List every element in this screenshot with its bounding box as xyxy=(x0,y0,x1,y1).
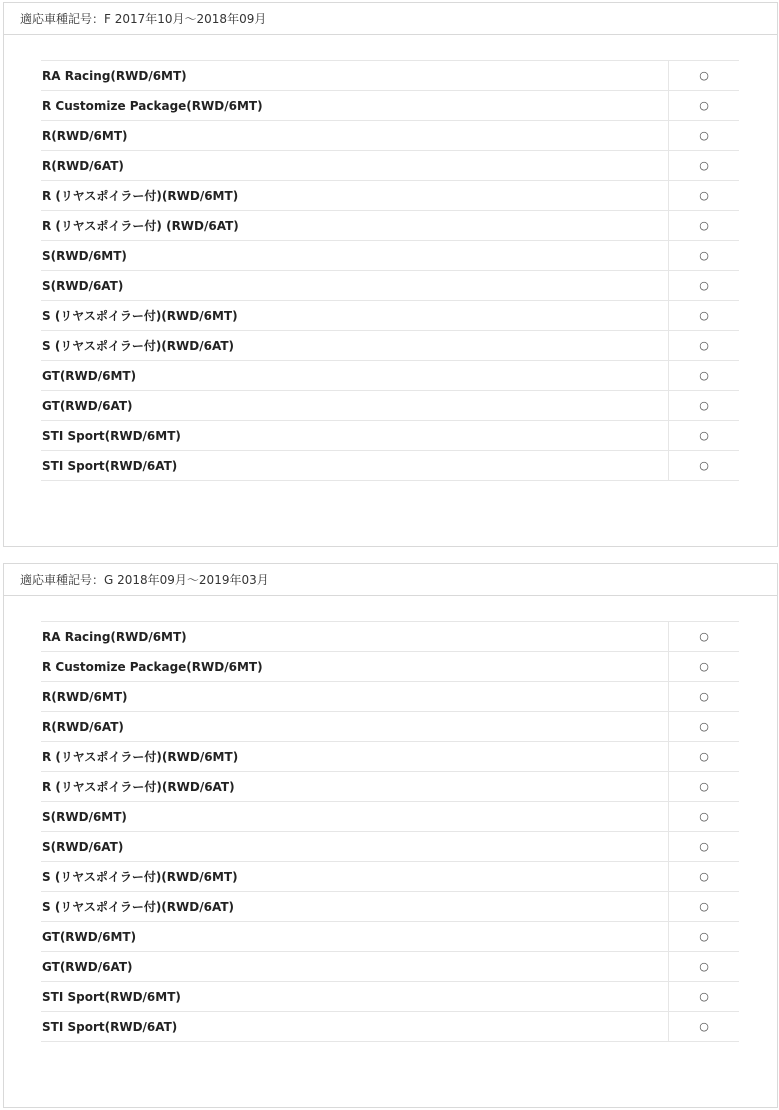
compatibility-mark: ○ xyxy=(669,301,739,331)
table-row xyxy=(41,622,739,652)
compatibility-panel-f xyxy=(3,2,778,547)
grade-name: GT(RWD/6AT) xyxy=(41,952,669,982)
table-row xyxy=(41,952,739,982)
compatibility-mark: ○ xyxy=(669,91,739,121)
table-row xyxy=(41,682,739,712)
compatibility-mark: ○ xyxy=(669,361,739,391)
compatibility-mark: ○ xyxy=(669,151,739,181)
table-row xyxy=(41,922,739,952)
grade-name: R (リヤスポイラー付)(RWD/6AT) xyxy=(41,772,669,802)
compatibility-mark: ○ xyxy=(669,742,739,772)
compatibility-mark: ○ xyxy=(669,892,739,922)
grade-name: STI Sport(RWD/6MT) xyxy=(41,421,669,451)
table-row xyxy=(41,832,739,862)
grade-name: S(RWD/6AT) xyxy=(41,832,669,862)
compatibility-mark: ○ xyxy=(669,652,739,682)
grade-name: GT(RWD/6AT) xyxy=(41,391,669,421)
panel-header-g: 適応車種記号：G 2018年09月～2019年03月 xyxy=(4,564,777,596)
grade-name: STI Sport(RWD/6AT) xyxy=(41,1012,669,1042)
compatibility-mark: ○ xyxy=(669,832,739,862)
compatibility-mark: ○ xyxy=(669,922,739,952)
table-row xyxy=(41,361,739,391)
grade-name: STI Sport(RWD/6AT) xyxy=(41,451,669,481)
compatibility-mark: ○ xyxy=(669,862,739,892)
grade-name: R Customize Package(RWD/6MT) xyxy=(41,91,669,121)
table-row xyxy=(41,271,739,301)
compatibility-mark: ○ xyxy=(669,451,739,481)
compatibility-mark: ○ xyxy=(669,772,739,802)
compatibility-mark: ○ xyxy=(669,391,739,421)
grade-name: S (リヤスポイラー付)(RWD/6AT) xyxy=(41,331,669,361)
grade-name: R(RWD/6AT) xyxy=(41,712,669,742)
compatibility-mark: ○ xyxy=(669,181,739,211)
compatibility-mark: ○ xyxy=(669,331,739,361)
grade-name: S(RWD/6MT) xyxy=(41,241,669,271)
grade-table-f xyxy=(41,60,739,481)
table-row xyxy=(41,802,739,832)
table-row xyxy=(41,712,739,742)
table-row xyxy=(41,121,739,151)
compatibility-mark: ○ xyxy=(669,952,739,982)
compatibility-mark: ○ xyxy=(669,1012,739,1042)
compatibility-mark: ○ xyxy=(669,121,739,151)
compatibility-mark: ○ xyxy=(669,802,739,832)
grade-name: R (リヤスポイラー付) (RWD/6AT) xyxy=(41,211,669,241)
compatibility-mark: ○ xyxy=(669,61,739,91)
compatibility-panel-g xyxy=(3,563,778,1108)
table-row xyxy=(41,982,739,1012)
compatibility-mark: ○ xyxy=(669,211,739,241)
compatibility-mark: ○ xyxy=(669,241,739,271)
table-row xyxy=(41,181,739,211)
grade-name: S (リヤスポイラー付)(RWD/6AT) xyxy=(41,892,669,922)
table-row xyxy=(41,301,739,331)
grade-name: RA Racing(RWD/6MT) xyxy=(41,622,669,652)
table-row xyxy=(41,1012,739,1042)
table-row xyxy=(41,61,739,91)
grade-name: S(RWD/6MT) xyxy=(41,802,669,832)
grade-name: R(RWD/6MT) xyxy=(41,121,669,151)
table-row xyxy=(41,151,739,181)
grade-name: R (リヤスポイラー付)(RWD/6MT) xyxy=(41,181,669,211)
compatibility-mark: ○ xyxy=(669,271,739,301)
table-row xyxy=(41,391,739,421)
grade-name: R (リヤスポイラー付)(RWD/6MT) xyxy=(41,742,669,772)
table-row xyxy=(41,862,739,892)
compatibility-mark: ○ xyxy=(669,622,739,652)
table-row xyxy=(41,652,739,682)
grade-name: R(RWD/6MT) xyxy=(41,682,669,712)
compatibility-mark: ○ xyxy=(669,712,739,742)
panel-header-f: 適応車種記号：F 2017年10月～2018年09月 xyxy=(4,3,777,35)
table-row xyxy=(41,451,739,481)
compatibility-mark: ○ xyxy=(669,682,739,712)
table-row xyxy=(41,211,739,241)
table-row xyxy=(41,241,739,271)
grade-table-g xyxy=(41,621,739,1042)
table-row xyxy=(41,421,739,451)
compatibility-mark: ○ xyxy=(669,982,739,1012)
grade-name: GT(RWD/6MT) xyxy=(41,922,669,952)
grade-name: S (リヤスポイラー付)(RWD/6MT) xyxy=(41,862,669,892)
grade-name: S (リヤスポイラー付)(RWD/6MT) xyxy=(41,301,669,331)
table-row xyxy=(41,331,739,361)
table-row xyxy=(41,892,739,922)
table-row xyxy=(41,91,739,121)
grade-name: RA Racing(RWD/6MT) xyxy=(41,61,669,91)
compatibility-mark: ○ xyxy=(669,421,739,451)
grade-name: R(RWD/6AT) xyxy=(41,151,669,181)
grade-name: R Customize Package(RWD/6MT) xyxy=(41,652,669,682)
grade-name: STI Sport(RWD/6MT) xyxy=(41,982,669,1012)
table-row xyxy=(41,772,739,802)
table-row xyxy=(41,742,739,772)
grade-name: GT(RWD/6MT) xyxy=(41,361,669,391)
grade-name: S(RWD/6AT) xyxy=(41,271,669,301)
